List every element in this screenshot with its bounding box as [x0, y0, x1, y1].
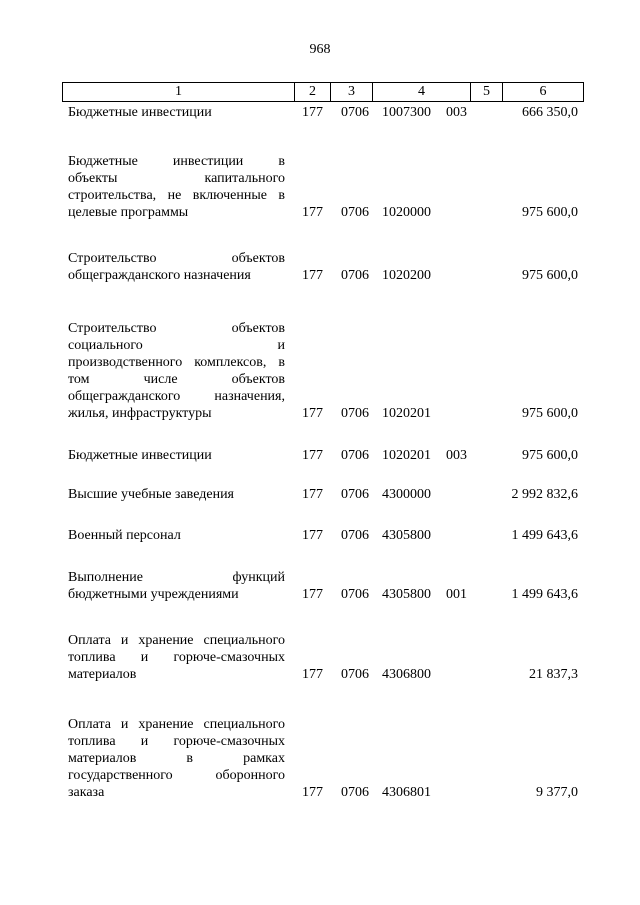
row-c5: 003 [446, 448, 467, 463]
row-c3: 0706 [341, 487, 369, 502]
row-c6: 975 600,0 [522, 406, 578, 421]
row-name-line: жилья, инфраструктуры [68, 406, 212, 421]
header-col-6: 6 [539, 84, 547, 99]
row-name-line: Оплата и хранение специального [68, 717, 285, 732]
row-c4: 1007300 [382, 105, 431, 120]
row-c6: 1 499 643,6 [511, 587, 578, 602]
row-name-line: строительства, не включенные в [68, 188, 285, 203]
page-number: 968 [309, 42, 331, 57]
row-name-line: Выполнение функций [68, 570, 285, 585]
header-col-4: 4 [373, 83, 471, 101]
row-name-line: Бюджетные инвестиции в [68, 154, 285, 169]
row-name [68, 104, 285, 121]
row-name-line: государственного оборонного [68, 768, 285, 783]
row-name-line: Высшие учебные заведения [68, 487, 234, 502]
row-c4: 1020000 [382, 205, 431, 220]
row-name [68, 716, 285, 801]
row-c4: 1020200 [382, 268, 431, 283]
row-c5: 001 [446, 587, 467, 602]
row-c6: 975 600,0 [522, 448, 578, 463]
row-name-line: Строительство объектов [68, 251, 285, 266]
row-name-line: Оплата и хранение специального [68, 633, 285, 648]
row-c3: 0706 [341, 105, 369, 120]
row-c2: 177 [302, 785, 323, 800]
row-c6: 9 377,0 [536, 785, 578, 800]
row-name [68, 447, 285, 464]
row-c5: 003 [446, 105, 467, 120]
row-name-line: объекты капитального [68, 171, 285, 186]
header-col-5: 5 [471, 83, 503, 101]
row-c6: 975 600,0 [522, 268, 578, 283]
row-c2: 177 [302, 667, 323, 682]
row-name [68, 527, 285, 544]
row-name [68, 569, 285, 603]
row-name-line: бюджетными учреждениями [68, 587, 239, 602]
row-c6: 1 499 643,6 [511, 528, 578, 543]
row-c3: 0706 [341, 406, 369, 421]
row-name [68, 153, 285, 221]
row-c3: 0706 [341, 587, 369, 602]
row-name [68, 632, 285, 683]
row-c6: 975 600,0 [522, 205, 578, 220]
row-c4: 4305800 [382, 587, 431, 602]
row-name-line: заказа [68, 785, 105, 800]
row-c6: 666 350,0 [522, 105, 578, 120]
row-name-line: социального и [68, 338, 285, 353]
row-name [68, 320, 285, 422]
row-c6: 21 837,3 [529, 667, 578, 682]
row-c4: 4306800 [382, 667, 431, 682]
header-col-1: 1 [63, 83, 295, 101]
row-name-line: целевые программы [68, 205, 189, 220]
row-name-line: топлива и горюче-смазочных [68, 650, 285, 665]
row-c2: 177 [302, 448, 323, 463]
header-col-3: 3 [331, 83, 373, 101]
row-c2: 177 [302, 487, 323, 502]
row-name-line: производственного комплексов, в [68, 355, 285, 370]
row-c2: 177 [302, 528, 323, 543]
row-name [68, 486, 285, 503]
table-header-row [62, 82, 584, 102]
row-c3: 0706 [341, 205, 369, 220]
row-c2: 177 [302, 105, 323, 120]
row-c2: 177 [302, 268, 323, 283]
row-c3: 0706 [341, 448, 369, 463]
row-name-line: том числе объектов [68, 372, 285, 387]
row-name-line: материалов [68, 667, 137, 682]
row-name-line: Строительство объектов [68, 321, 285, 336]
row-c2: 177 [302, 205, 323, 220]
row-name-line: Военный персонал [68, 528, 181, 543]
row-name-line: материалов в рамках [68, 751, 285, 766]
row-c4: 4300000 [382, 487, 431, 502]
row-c4: 1020201 [382, 406, 431, 421]
row-name-line: Бюджетные инвестиции [68, 448, 212, 463]
row-name-line: общегражданского назначения [68, 268, 251, 283]
header-col-2: 2 [295, 83, 331, 101]
row-c3: 0706 [341, 667, 369, 682]
row-c3: 0706 [341, 528, 369, 543]
row-name-line: топлива и горюче-смазочных [68, 734, 285, 749]
row-c3: 0706 [341, 268, 369, 283]
row-c2: 177 [302, 406, 323, 421]
row-name [68, 250, 285, 284]
row-c4: 4305800 [382, 528, 431, 543]
row-c2: 177 [302, 587, 323, 602]
row-name-line: общегражданского назначения, [68, 389, 285, 404]
row-c6: 2 992 832,6 [511, 487, 578, 502]
row-c4: 4306801 [382, 785, 431, 800]
row-name-line: Бюджетные инвестиции [68, 105, 212, 120]
row-c4: 1020201 [382, 448, 431, 463]
row-c3: 0706 [341, 785, 369, 800]
